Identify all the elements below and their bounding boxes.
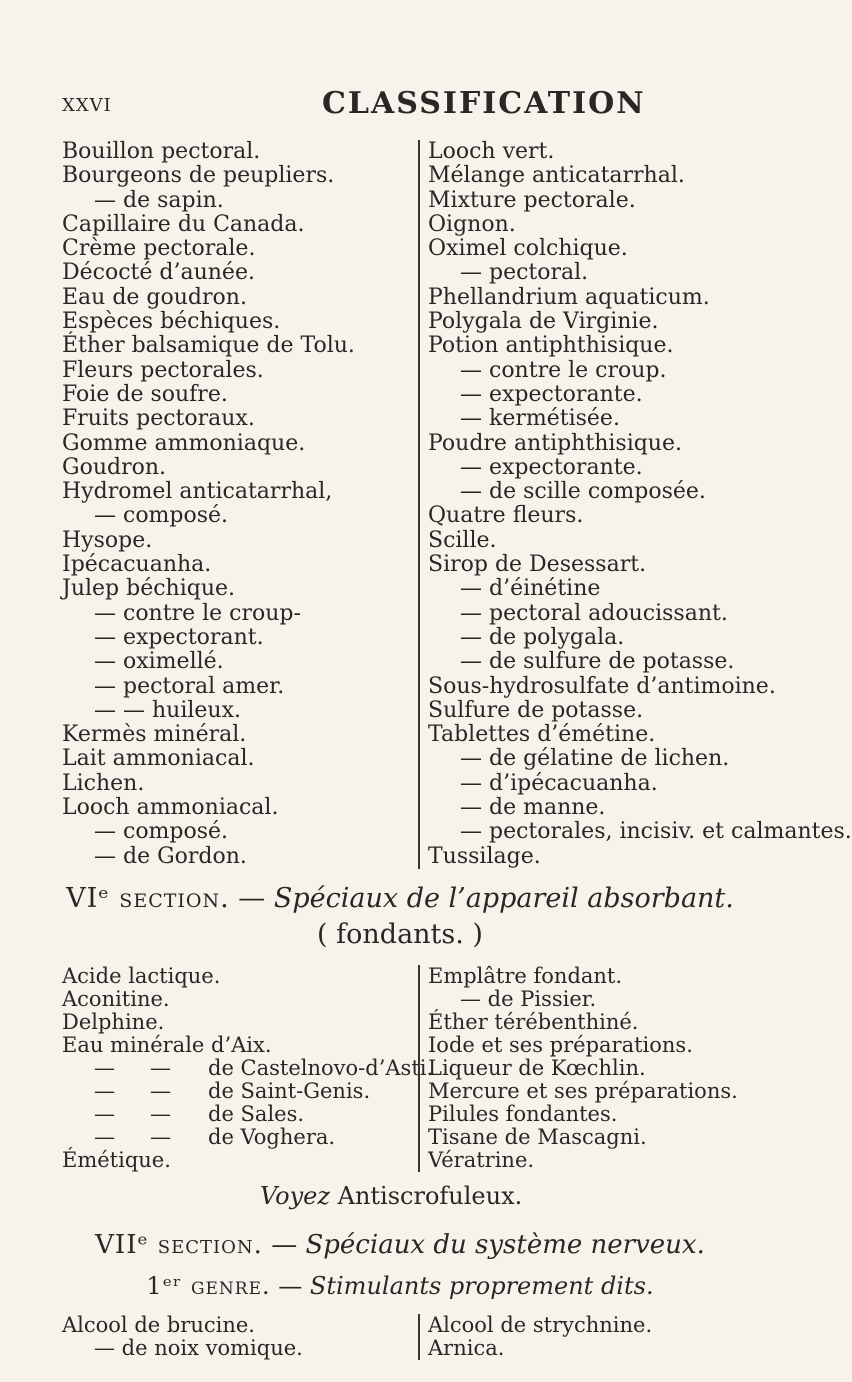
entry-line: Éther balsamique de Tolu. — [62, 333, 355, 359]
entry-line — [62, 1126, 433, 1149]
entry-line: Bouillon pectoral. — [62, 139, 261, 164]
entry-line: — oximellé. — [94, 649, 224, 675]
entry-line: — kermétisée. — [460, 406, 620, 432]
section5-right-column — [418, 140, 852, 869]
entry-line: Fruits pectoraux. — [62, 406, 255, 432]
voyez-target: Antiscrofuleux. — [329, 1182, 523, 1210]
entry-line — [62, 1103, 433, 1126]
page-number: XXVI — [62, 95, 112, 116]
entry-line: Pilules fondantes. — [428, 1102, 618, 1126]
entry-line: — d’ipécacuanha. — [460, 770, 658, 796]
section-title: Spéciaux du système nerveux. — [305, 1230, 705, 1260]
entry-line: Looch ammoniacal. — [62, 795, 279, 821]
section6-subtitle: ( fondants. ) — [317, 919, 483, 950]
entry-text: de Castelnovo-d’Asti. — [208, 1056, 434, 1080]
entry-line: Bourgeons de peupliers. — [62, 163, 335, 189]
entry-line: Fleurs pectorales. — [62, 357, 264, 383]
entry-line: Crème pectorale. — [62, 236, 256, 262]
entry-line: Mélange anticatarrhal. — [428, 163, 685, 189]
section6-left-column — [62, 965, 433, 1172]
entry-line: — de noix vomique. — [94, 1336, 303, 1360]
entry-line: Quatre fleurs. — [428, 503, 584, 529]
entry-line: Tisane de Mascagni. — [428, 1125, 647, 1149]
cross-reference — [260, 1182, 522, 1210]
entry-line: Mixture pectorale. — [428, 187, 636, 213]
genre-label: 1ᵉʳ genre. — [146, 1272, 271, 1300]
entry-text: de Sales. — [208, 1102, 305, 1126]
entry-line: Acide lactique. — [62, 964, 221, 988]
entry-text: de Saint-Genis. — [208, 1079, 371, 1103]
entry-line: Julep béchique. — [62, 576, 236, 602]
ditto-dash: — — [150, 1056, 171, 1080]
entry-line: Foie de soufre. — [62, 381, 228, 407]
entry-line: Scille. — [428, 527, 497, 553]
entry-line: Décocté d’aunée. — [62, 260, 255, 286]
entry-line: Polygala de Virginie. — [428, 309, 659, 335]
ditto-dash: — — [94, 1102, 115, 1126]
entry-line: Looch vert. — [428, 139, 555, 164]
entry-line: — expectorante. — [460, 381, 643, 407]
entry-line: Eau minérale d’Aix. — [62, 1033, 272, 1057]
entry-line: Emplâtre fondant. — [428, 964, 623, 988]
entry-line: — pectoral. — [460, 260, 589, 286]
entry-line: Ipécacuanha. — [62, 552, 212, 578]
section-label: VIIᵉ section. — [95, 1230, 263, 1260]
heading-dash: — — [270, 1272, 310, 1300]
entry-line: Tablettes d’émétine. — [428, 722, 656, 748]
entry-line — [62, 1057, 433, 1080]
section5-left-column — [62, 140, 355, 869]
entry-line: Delphine. — [62, 1010, 165, 1034]
entry-text: de Voghera. — [208, 1125, 336, 1149]
entry-line: — d’éinétine — [460, 576, 601, 602]
entry-line: Hydromel anticatarrhal, — [62, 479, 333, 505]
section6-right-column — [418, 965, 738, 1172]
section-title: Spéciaux de l’appareil absorbant. — [273, 883, 734, 914]
entry-line: Oignon. — [428, 211, 516, 237]
entry-line: — de polygala. — [460, 624, 625, 650]
running-header: CLASSIFICATION — [322, 86, 646, 121]
entry-line: — de Gordon. — [94, 843, 247, 869]
entry-line: Eau de goudron. — [62, 284, 247, 310]
entry-line: — pectorales, incisiv. et calmantes. — [460, 819, 852, 845]
entry-line: Lait ammoniacal. — [62, 746, 255, 772]
entry-line: — de gélatine de lichen. — [460, 746, 730, 772]
entry-line: Poudre antiphthisique. — [428, 430, 682, 456]
entry-line: — de sapin. — [94, 187, 224, 213]
entry-line: Hysope. — [62, 527, 153, 553]
entry-line: Sous-hydrosulfate d’antimoine. — [428, 673, 776, 699]
entry-line — [62, 1080, 433, 1103]
entry-line: Capillaire du Canada. — [62, 211, 305, 237]
entry-line: Mercure et ses préparations. — [428, 1079, 738, 1103]
ditto-dash: — — [94, 1056, 115, 1080]
entry-line: Vératrine. — [428, 1148, 535, 1172]
entry-line: — pectoral amer. — [94, 673, 285, 699]
entry-line: Éther térébenthiné. — [428, 1010, 639, 1034]
entry-line: Potion antiphthisique. — [428, 333, 674, 359]
entry-line: Oximel colchique. — [428, 236, 628, 262]
ditto-dash: — — [94, 1079, 115, 1103]
ditto-dash: — — [94, 1125, 115, 1149]
entry-line: Iode et ses préparations. — [428, 1033, 693, 1057]
section6-heading — [0, 883, 800, 914]
entry-line: Goudron. — [62, 454, 166, 480]
entry-line: Liqueur de Kœchlin. — [428, 1056, 646, 1080]
entry-line: — composé. — [94, 503, 229, 529]
entry-line: Kermès minéral. — [62, 722, 247, 748]
entry-line: — contre le croup- — [94, 600, 301, 626]
ditto-dash: — — [150, 1102, 171, 1126]
entry-line: — de Pissier. — [460, 987, 597, 1011]
entry-line: Lichen. — [62, 770, 145, 796]
heading-dash: — — [238, 883, 266, 914]
heading-dash: — — [262, 1230, 306, 1260]
entry-line: Alcool de brucine. — [62, 1313, 255, 1337]
entry-line: — — huileux. — [94, 697, 241, 723]
entry-line: Aconitine. — [62, 987, 170, 1011]
entry-line: — expectorante. — [460, 454, 643, 480]
entry-line: Sulfure de potasse. — [428, 697, 644, 723]
entry-line: — pectoral adoucissant. — [460, 600, 728, 626]
entry-line: Gomme ammoniaque. — [62, 430, 306, 456]
entry-line: Arnica. — [428, 1336, 505, 1360]
entry-line: Tussilage. — [428, 843, 541, 869]
entry-line: — de manne. — [460, 795, 606, 821]
entry-line: — composé. — [94, 819, 229, 845]
voyez-label: Voyez — [260, 1182, 330, 1210]
ditto-dash: — — [150, 1125, 171, 1149]
entry-line: Alcool de strychnine. — [428, 1313, 653, 1337]
entry-line: — contre le croup. — [460, 357, 667, 383]
entry-line: Sirop de Desessart. — [428, 552, 647, 578]
entry-line: — expectorant. — [94, 624, 264, 650]
entry-line: Phellandrium aquaticum. — [428, 284, 710, 310]
ditto-dash: — — [150, 1079, 171, 1103]
genre-title: Stimulants proprement dits. — [309, 1272, 654, 1300]
entry-line: Espèces béchiques. — [62, 309, 281, 335]
entry-line: — de scille composée. — [460, 479, 706, 505]
section-label: VIᵉ section. — [66, 883, 230, 914]
entry-line: — de sulfure de potasse. — [460, 649, 735, 675]
entry-line: Émétique. — [62, 1148, 171, 1172]
